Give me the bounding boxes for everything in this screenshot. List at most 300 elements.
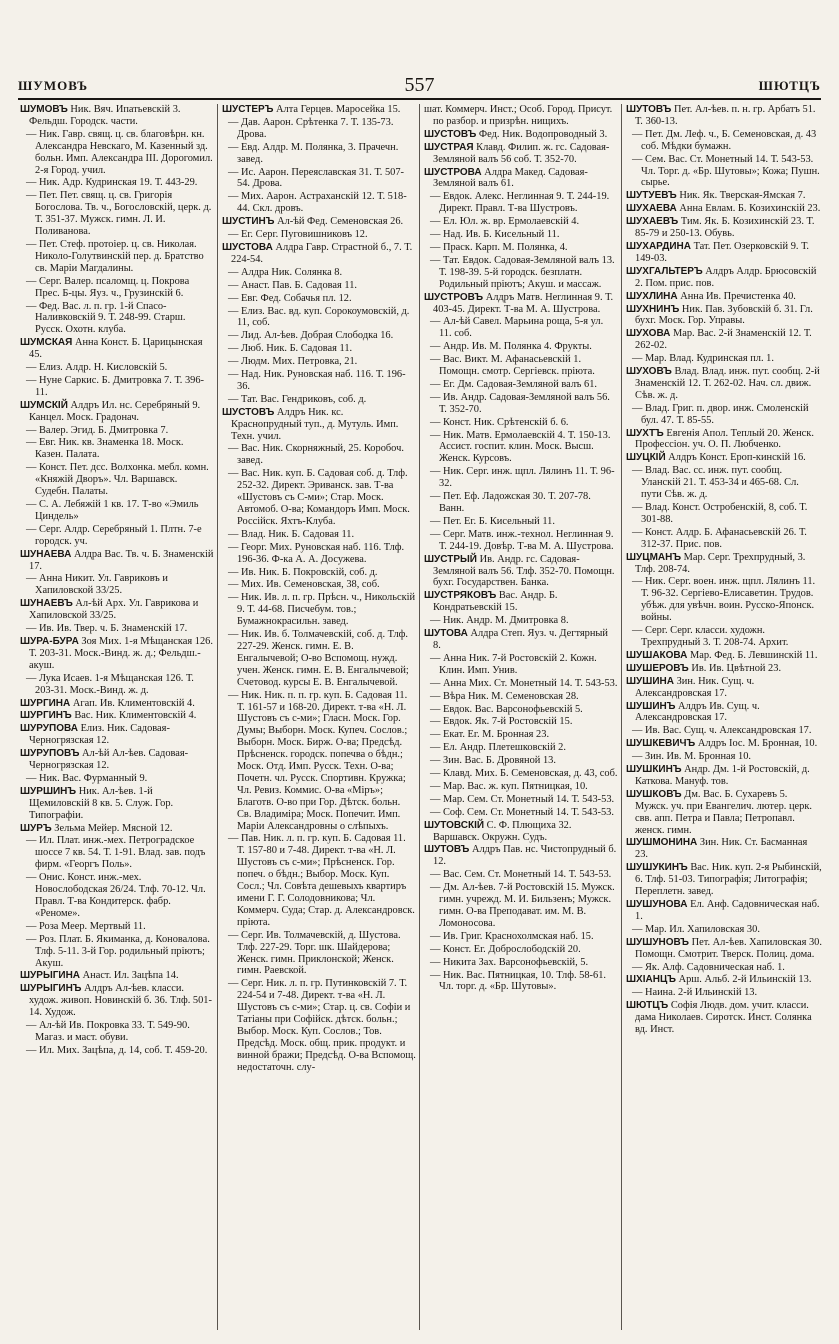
directory-entry-head <box>626 304 822 328</box>
directory-entry <box>626 751 822 763</box>
directory-entry <box>424 678 618 690</box>
directory-entry <box>20 362 214 374</box>
surname: ШУСТРОВЪ <box>424 291 484 303</box>
directory-entry <box>424 768 618 780</box>
surname: ШУЦМАНЪ <box>626 551 682 563</box>
directory-entry <box>20 129 214 177</box>
entry-text: Ник. Вяч. Ипатьевскій 3. Фельдш. Городск. части. <box>29 104 181 127</box>
surname: ШУНАЕВА <box>20 548 72 560</box>
surname: ШУРЫГИНЪ <box>20 983 82 995</box>
entry-text: — Конст. Алдр. Б. Афанасьевскій 26. Т. 312-37. Прис. пов. <box>632 526 807 550</box>
entry-text: — Ел. Юл. ж. вр. Ермолаевскій 4. <box>430 216 580 228</box>
directory-entry <box>20 239 214 275</box>
directory-entry <box>20 673 214 697</box>
directory-entry-head <box>20 710 214 722</box>
entry-text: — Мих. Ив. Семеновская, 38, соб. <box>228 579 380 591</box>
entry-text: Клавд. Филип. ж. гс. Садовая-Земляной валъ 56 соб. Т. 352-70. <box>433 141 610 165</box>
directory-entry <box>626 527 822 551</box>
entry-text: — Роза Меер. Мертвый 11. <box>26 920 146 932</box>
surname: ШУХНИНЪ <box>626 303 680 315</box>
entry-text: — Вас. Ник. куп. Б. Садовая соб. д. Тлф. 252-32. Директ. Эриванск. зав. Т-ва «Шустовъ съ С-ми»; Стар. Моск. Автомоб. О-ва; Командоръ Имп. Моск. Россійск. Яхтъ-Клуба. <box>228 468 410 527</box>
entry-text: — Роз. Плат. Б. Якиманка, д. Коноваловa. Тлф. 5-11. 3-й Гор. родильный пріютъ; Акуш. <box>26 933 210 969</box>
directory-entry <box>222 567 416 579</box>
entry-text: С. Ф. Плющиха 32. Варшавск. Окружн. Судъ. <box>433 819 572 843</box>
surname: ШУХОВЪ <box>626 366 672 378</box>
directory-entry-head <box>626 676 822 700</box>
entry-text: — Над. Ив. Б. Кисельный 11. <box>430 229 560 241</box>
directory-entry-head <box>626 650 822 662</box>
directory-entry-head <box>626 266 822 290</box>
directory-entry-head <box>424 292 618 316</box>
entry-text: Алдръ Пав. нс. Чистопрудный б. 12. <box>433 844 617 868</box>
entry-text: — Наина. 2-й Ильинскій 13. <box>632 987 758 999</box>
entry-text: — Ел. Андр. Плетешковскій 2. <box>430 742 566 754</box>
entry-text: Алдръ Ник. кс. Краснопрудный туп., д. Мутуль. Имп. Техн. учил. <box>231 406 399 442</box>
directory-entry <box>626 725 822 737</box>
directory-entry-head <box>626 862 822 898</box>
entry-text: — Вас. Сем. Ст. Монетный 14. Т. 543-53. <box>430 869 612 881</box>
entry-text: — Люб. Ник. Б. Садовая 11. <box>228 343 353 355</box>
entry-text: — Евг. Ник. кв. Знаменка 18. Моск. Казен. Палата. <box>26 437 184 461</box>
directory-entry <box>424 882 618 930</box>
directory-entry <box>20 190 214 238</box>
directory-entry <box>626 403 822 427</box>
surname: ШУШУКИНЪ <box>626 862 688 874</box>
directory-entry <box>424 869 618 881</box>
directory-entry <box>424 615 618 627</box>
directory-entry-head <box>626 552 822 576</box>
entry-text: — Ник. Серг. воен. инж. щпл. Лялинъ 11. Т. 96-32. Сергіево-Елисаветин. Трудов. убѣж. для увѣчн. воин. Русско-Японск. войны. <box>632 576 816 624</box>
entry-text: — Пет. Ег. Б. Кисельный 11. <box>430 515 555 527</box>
entry-text: — Мар. Влад. Кудринская пл. 1. <box>632 353 774 365</box>
directory-entry-head <box>20 983 214 1019</box>
column-divider <box>217 104 218 1330</box>
entry-text: — Пет. Стеф. протоіер. ц. св. Николая. Николо-Голутвинскій пер. д. Братство св. Маріи Магдалины. <box>26 238 204 274</box>
directory-entry <box>424 529 618 553</box>
entry-text: Алдра Макед. Садовая-Земляной валъ 61. <box>433 166 588 190</box>
entry-text: Алдра Вас. Тв. ч. Б. Знаменскій 17. <box>29 548 214 572</box>
directory-entry <box>20 872 214 920</box>
entry-text: Ив. Ив. Цвѣтной 23. <box>691 662 782 674</box>
entry-text: — С. А. Лебяжій 1 кв. 17. Т-во «Эмиль Циндель» <box>26 499 199 522</box>
directory-entry-head <box>424 167 618 191</box>
entry-text: шат. Коммерч. Инст.; Особ. Город. Присут. по разбор. и призрѣн. нищихъ. <box>424 104 613 127</box>
directory-entry-head <box>626 428 822 452</box>
entry-text: Алдръ Матв. Неглинная 9. Т. 403-45. Директ. Т-ва М. А. Шустрова. <box>433 291 614 315</box>
directory-entry <box>20 499 214 523</box>
surname: ШУТУЕВЪ <box>626 190 677 202</box>
entry-text: — Ив. Григ. Краснохолмская наб. 15. <box>430 930 594 942</box>
entry-text: — Ник. Гавр. свящ. ц. св. благовѣрн. кн. Александра Невскаго, М. Казенный зд. больн. Имп. Александра III. Дорогомил. 2-я Город. учил. <box>26 128 213 176</box>
directory-entry-head <box>20 598 214 622</box>
directory-entry <box>222 356 416 368</box>
directory-entry <box>626 962 822 974</box>
surname: ШУМСКІЙ <box>20 399 68 411</box>
entry-text: — Сем. Вас. Ст. Монетный 14. Т. 543-53. Чл. Торг. д. «Бр. Шутовы»; Кожа; Пушн. сырье. <box>632 153 820 189</box>
surname: ШУРЫГИНА <box>20 970 81 982</box>
directory-entry <box>222 394 416 406</box>
entry-text: — Анна Мих. Ст. Монетный 14. Т. 543-53. <box>430 677 618 689</box>
directory-entry <box>20 301 214 337</box>
directory-entry <box>424 970 618 994</box>
directory-entry <box>222 592 416 628</box>
surname: ШУРГИНЪ <box>20 710 72 722</box>
directory-entry <box>424 794 618 806</box>
directory-entry-head <box>424 820 618 844</box>
entry-text: — Вас. Викт. М. Афанасьевскій 1. Помощн. смотр. Сергіевск. пріюта. <box>430 354 595 378</box>
surname: ШУХТЪ <box>626 427 664 439</box>
entry-text: — Ил. Плат. инж.-мех. Петроградское шоссе 7 кв. 54. Т. 1-91. Влад. зав. подъ фирм. «Георгъ Поль». <box>26 835 206 871</box>
directory-entry <box>20 573 214 597</box>
directory-entry <box>424 417 618 429</box>
surname: ШУЦКІЙ <box>626 452 666 464</box>
entry-text: Ал-ѣй Ал-ѣев. Садовая-Черногрязская 12. <box>29 748 189 772</box>
surname: ШУСТРАЯ <box>424 141 474 153</box>
directory-entry-head <box>20 823 214 835</box>
surname: ШУСТРОВА <box>424 166 482 178</box>
directory-entry <box>20 1045 214 1057</box>
directory-entry <box>424 466 618 490</box>
entry-text: — Нуне Саркис. Б. Дмитровка 7. Т. 396-11. <box>26 374 204 398</box>
directory-entry-head <box>424 844 618 868</box>
entry-text: — Пет. Еф. Ладожская 30. Т. 207-78. Ванн. <box>430 491 591 514</box>
directory-entry-head <box>626 291 822 303</box>
directory-entry <box>222 293 416 305</box>
surname: ШУХАЕВА <box>626 203 677 215</box>
entry-text: — Ал-ѣй Ив. Покровка 33. Т. 549-90. Магаз. и маст. обуви. <box>26 1020 190 1043</box>
directory-entry-head <box>20 748 214 772</box>
directory-entry <box>20 437 214 461</box>
surname: ШУШИНЪ <box>626 700 676 712</box>
entry-text: — Фед. Вас. л. п. гр. 1-й Спасо-Наливковскій 9. Т. 248-99. Старш. Русск. Охотн. клуба. <box>26 300 186 336</box>
surname: ШУХГАЛЬТЕРЪ <box>626 265 703 277</box>
entry-text: Вас. Ник. Климентовскій 4. <box>74 710 197 722</box>
directory-entry-head <box>20 337 214 361</box>
header-left-catchword: ШУМОВЪ <box>18 78 89 93</box>
directory-entry <box>626 625 822 649</box>
surname: ШУШИНА <box>626 675 674 687</box>
surname: ШУСТЕРЪ <box>222 104 274 115</box>
entry-text: — Вас. Ник. Скорняжный, 25. Коробоч. завед. <box>228 443 404 467</box>
directory-entry-head <box>626 764 822 788</box>
directory-entry-head <box>626 837 822 861</box>
entry-text: — Екат. Ег. М. Бронная 23. <box>430 729 550 741</box>
surname: ШУШЕРОВЪ <box>626 662 689 674</box>
directory-entry <box>424 392 618 416</box>
entry-text: Зоя Мих. 1-я Мѣщанская 126. Т. 203-31. Моск.-Винд. ж. д.; Фельдш.-акуш. <box>29 635 213 671</box>
directory-entry-head <box>20 698 214 710</box>
directory-entry <box>626 129 822 153</box>
entry-text: — Мар. Вас. ж. куп. Пятницкая, 10. <box>430 780 588 792</box>
directory-entry <box>424 216 618 228</box>
entry-text: Ник. Ал-ѣев. 1-й Щемиловскій 8 кв. 5. Служ. Гор. Типографіи. <box>29 785 174 821</box>
directory-entry <box>424 716 618 728</box>
entry-text: Алдръ Ив. Сущ. ч. Александровская 17. <box>635 700 760 724</box>
directory-entry <box>20 462 214 498</box>
directory-entry-head <box>626 328 822 352</box>
entry-text: — Серг. Валер. псаломщ. ц. Покрова Прес. Б-цы. Яуз. ч., Грузинскій 6. <box>26 275 190 299</box>
directory-entry <box>222 369 416 393</box>
entry-text: Анаст. Ил. Зацѣпа 14. <box>82 970 179 982</box>
directory-entry-head <box>626 937 822 961</box>
entry-text: — Зин. Вас. Б. Дровяной 13. <box>430 755 556 767</box>
entry-text: Зин. Ник. Сущ. ч. Александровская 17. <box>635 675 755 699</box>
directory-entry <box>222 629 416 689</box>
surname: ШУШКОВЪ <box>626 788 682 800</box>
directory-entry-head <box>626 974 822 986</box>
directory-entry <box>424 379 618 391</box>
directory-entry <box>424 944 618 956</box>
directory-entry-head <box>626 663 822 675</box>
directory-entry <box>424 341 618 353</box>
entry-text: — Евдок. Вас. Варсонофьевскій 5. <box>430 703 583 715</box>
directory-entry <box>222 191 416 215</box>
surname: ШУТОВЪ <box>626 104 672 115</box>
surname: ШУСТРЫЙ <box>424 553 477 565</box>
surname: ШУСТРЯКОВЪ <box>424 590 497 602</box>
surname: ШУМСКАЯ <box>20 337 73 349</box>
directory-entry <box>424 430 618 466</box>
entry-text: Алдръ Конст. Ероп-кинскій 16. <box>668 452 806 464</box>
entry-text: Андр. Дм. 1-й Ростовскій, д. Каткова. Мануф. тов. <box>635 764 810 787</box>
entry-text: — Ник. Ив. б. Толмачевскій, соб. д. Тлф. 227-29. Женск. гимн. Е. В. Енгалычевой; О-во Вспомощ. нужд. учен. Женск. гимн. Е. В. Енгалычевой; Счетовод. курсы Е. В. Енгалычевой. <box>228 629 409 688</box>
directory-entry <box>424 104 618 128</box>
directory-entry <box>222 280 416 292</box>
surname: ШУТОВСКІЙ <box>424 819 485 831</box>
directory-entry <box>222 343 416 355</box>
entry-text: Софія Людв. дом. учит. класси. дама Николаев. Сиротск. Инст. Солянка вд. Инст. <box>635 1000 812 1036</box>
surname: ШУХАЕВЪ <box>626 216 679 228</box>
entry-text: Алдра Гавр. Страстной б., 7. Т. 224-54. <box>231 241 413 265</box>
directory-entry <box>222 117 416 141</box>
directory-entry-head <box>626 203 822 215</box>
surname: ШУСТОВЪ <box>222 406 275 418</box>
entry-text: Мар. Серг. Трехпрудный, 3. Тлф. 208-74. <box>635 551 806 575</box>
entry-text: — Евг. Фед. Собачья пл. 12. <box>228 292 352 304</box>
entry-text: Алдръ Ил. нс. Серебряный 9. Канцел. Моск. Градонач. <box>29 399 201 423</box>
directory-entry <box>424 354 618 378</box>
surname: ШУСТОВЪ <box>424 128 477 140</box>
entry-text: Алдръ Іос. М. Бронная, 10. <box>697 738 818 750</box>
entry-text: — Мих. Аарон. Астраханскій 12. Т. 518-44. Скл. дровъ. <box>228 191 407 215</box>
directory-entry <box>20 177 214 189</box>
directory-entry <box>424 691 618 703</box>
surname: ШУТОВЪ <box>424 844 470 856</box>
surname: ШУХЛИНА <box>626 290 678 302</box>
entry-text: — Евдок. Як. 7-й Ростовскій 15. <box>430 716 573 728</box>
surname: ШУШКИНЪ <box>626 764 682 776</box>
directory-entry <box>222 443 416 467</box>
entry-text: — Ник. Андр. М. Дмитровка 8. <box>430 615 569 627</box>
directory-entry <box>424 191 618 215</box>
directory-entry <box>20 524 214 548</box>
surname: ШУРУПОВА <box>20 723 78 735</box>
directory-entry <box>424 516 618 528</box>
directory-entry <box>424 255 618 291</box>
entry-text: — Вѣра Ник. М. Семеновская 28. <box>430 690 579 702</box>
directory-entry <box>222 142 416 166</box>
entry-text: — Мар. Ил. Хапиловская 30. <box>632 923 760 935</box>
directory-entry <box>424 931 618 943</box>
header-rule <box>18 98 821 100</box>
column-divider <box>419 104 420 1330</box>
entry-text: Агап. Ив. Климентовскій 4. <box>72 697 195 709</box>
entry-text: Ник. Пав. Зубовскій б. 31. Гл. бухг. Моск. Гор. Управы. <box>635 303 813 327</box>
entry-text: Тим. Як. Б. Козихинскій 23. Т. 85-79 и 250-13. Обувь. <box>635 216 815 240</box>
directory-entry <box>20 276 214 300</box>
directory-entry <box>222 306 416 330</box>
directory-entry <box>424 807 618 819</box>
directory-entry-head <box>222 104 416 116</box>
entry-text: — Ег. Дм. Садовая-Земляной валъ 61. <box>430 378 598 390</box>
entry-text: — Елиз. Вас. вд. куп. Сорокоумовскій, д. 11, соб. <box>228 305 410 329</box>
entry-text: — Ник. Вас. Фурманный 9. <box>26 772 148 784</box>
page-header <box>18 74 821 98</box>
entry-text: Тат. Пет. Озерковскій 9. Т. 149-03. <box>635 240 810 264</box>
directory-entry-head <box>20 786 214 822</box>
directory-entry <box>222 833 416 928</box>
entry-text: — Пав. Ник. л. п. гр. куп. Б. Садовая 11. Т. 157-80 и 7-48. Директ. т-ва «Н. Л. Шустовъ съ с-ми»; Прѣсненск. Гор. попеч. о бѣдн.; Выбор. Моск. Куп. Сосл.; Чл. Совѣта дешевыхъ квартиръ имени Г. Г. Солодовникова; Чл. Коммерч. Суда; Стар. д. Александровск. пріюта. <box>228 833 415 928</box>
directory-entry-head <box>626 241 822 265</box>
directory-entry-head <box>222 216 416 228</box>
entry-text: — Ник. Вас. Пятницкая, 10. Тлф. 58-61. Чл. торг. д. «Бр. Шутовы». <box>430 969 606 993</box>
entry-text: Ник. Як. Тверская-Ямская 7. <box>679 190 806 202</box>
entry-text: — Анна Ник. 7-й Ростовскій 2. Кожн. Клин. Имп. Унив. <box>430 652 597 676</box>
directory-entry <box>20 934 214 970</box>
directory-entry <box>20 835 214 871</box>
directory-entry <box>222 468 416 528</box>
surname: ШЮТЦЪ <box>626 1000 669 1012</box>
entry-text: — Ил. Мих. Зацѣпа, д. 14, соб. Т. 459-20. <box>26 1044 208 1056</box>
directory-entry-head <box>222 242 416 266</box>
entry-text: Евгенія Апол. Теплый 20. Женск. Профессіон. уч. О. П. Любченко. <box>635 427 814 451</box>
directory-entry <box>424 755 618 767</box>
directory-entry-head <box>626 1000 822 1036</box>
directory-entry <box>424 957 618 969</box>
directory-entry-head <box>626 899 822 923</box>
surname: ШУРА-БУРА <box>20 635 79 647</box>
entry-text: Ел. Анф. Садовническая наб. 1. <box>635 899 820 922</box>
column-3 <box>424 104 618 1330</box>
directory-entry-head <box>20 636 214 672</box>
directory-entry-head <box>626 789 822 837</box>
surname: ШУСТОВА <box>222 241 273 253</box>
entry-text: — Дм. Ал-ѣев. 7-й Ростовскій 15. Мужск. гимн. учрежд. М. И. Бильзенъ; Мужск. гимн. О-ва Преподават. им. М. В. Ломоносова. <box>430 882 615 929</box>
entry-text: Влад. Влад. инж. пут. сообщ. 2-й Знаменскій 12. Т. 262-02. Нач. сл. движ. Сѣв. ж. д. <box>635 366 820 401</box>
entry-text: — Елиз. Алдр. Н. Кисловскій 5. <box>26 362 168 374</box>
entry-text: Алдра Степ. Яуз. ч. Дегтярный 8. <box>433 628 608 651</box>
entry-text: — Людм. Мих. Петровка, 21. <box>228 356 358 368</box>
column-1 <box>20 104 214 1330</box>
entry-text: — Ал-ѣй Савел. Марьина роща, 5-я ул. 11. соб. <box>430 316 604 340</box>
directory-entry <box>424 316 618 340</box>
directory-entry-head <box>626 366 822 402</box>
entry-text: — Евдок. Алекс. Неглинная 9. Т. 244-19. Директ. Правл. Т-ва Шустровъ. <box>430 191 610 215</box>
surname: ШУРГИНА <box>20 697 71 709</box>
entry-text: — Лид. Ал-ѣев. Добрая Слободка 16. <box>228 330 394 342</box>
entry-text: — Ник. Серг. инж. щпл. Лялинъ 11. Т. 96-32. <box>430 466 615 490</box>
entry-text: — Ник. Адр. Кудринская 19. Т. 443-29. <box>26 177 198 189</box>
directory-entry <box>20 1020 214 1044</box>
entry-text: — Тат. Вас. Гендриковъ, соб. д. <box>228 393 367 405</box>
entry-text: — Дав. Аарон. Срѣтенка 7. Т. 135-73. Дрова. <box>228 116 394 140</box>
entry-text: — Ег. Серг. Пуговишниковъ 12. <box>228 229 368 241</box>
surname: ШУТОВА <box>424 628 468 640</box>
directory-entry-head <box>626 190 822 202</box>
entry-text: Ал-ѣй Фед. Семеновская 26. <box>277 216 404 228</box>
entry-text: — Конст. Ник. Срѣтенскій б. 6. <box>430 416 569 428</box>
surname: ШУРЪ <box>20 822 52 834</box>
entry-text: — Ник. Ник. п. п. гр. куп. Б. Садовая 11. Т. 161-57 и 168-20. Директ. т-ва «Н. Л. Шустовъ съ с-ми»; Гласн. Моск. Гор. Думы; Выборн. Моск. Купеч. Сослов.; Выборн. Моск. Бирж. О-ва; Предсѣд. Прѣсненск. городск. попечва о бѣдн.; Моск. Отд. Имп. Русск. Техн. О-ва; Почетн. чл. Русск. Спортивн. Кружка; Чл. Ревиз. Коммис. О-ва «Міръ»; Благотв. О-во при Гор. Дѣтск. больн. Св. Владиміра; Моск. Попечит. Имп. Маріи Александровны о слѣпыхъ. <box>228 689 408 832</box>
entry-text: — Лука Исаев. 1-я Мѣщанская 126. Т. 203-31. Моск.-Винд. ж. д. <box>26 672 194 696</box>
entry-text: — Серг. Серг. класси. художн. Трехпрудный 3. Т. 208-74. Архит. <box>632 625 789 648</box>
entry-text: — Як. Алф. Садовническая наб. 1. <box>632 961 785 973</box>
directory-entry <box>626 576 822 624</box>
page-number: 557 <box>404 74 435 96</box>
entry-text: Алдръ Алдр. Брюсовскій 2. Пом. прис. пов. <box>635 265 817 289</box>
surname: ШУШКЕВИЧЪ <box>626 738 696 750</box>
directory-entry-head <box>626 738 822 750</box>
entry-text: — Алдра Ник. Солянка 8. <box>228 266 343 278</box>
directory-entry-head <box>626 452 822 464</box>
directory-entry-head <box>626 216 822 240</box>
entry-text: Ив. Андр. гс. Садовая-Земляной валъ 56. Тлф. 352-70. Помощн. бухг. Государствен. Банка. <box>433 553 615 589</box>
directory-entry <box>20 773 214 785</box>
directory-entry <box>626 502 822 526</box>
directory-entry <box>222 579 416 591</box>
directory-entry <box>626 154 822 190</box>
directory-entry <box>424 229 618 241</box>
entry-text: — Серг. Ив. Толмачевскій, д. Шустова. Тлф. 227-29. Торг. шк. Шайдерова; Женск. гимн. Приклонской; Женск. гимн. Раевской. <box>228 929 401 977</box>
entry-text: — Мар. Сем. Ст. Монетный 14. Т. 543-53. <box>430 793 615 805</box>
directory-entry <box>20 921 214 933</box>
directory-entry-head <box>424 554 618 590</box>
entry-text: — Андр. Ив. М. Полянка 4. Фрукты. <box>430 341 592 353</box>
surname: ШУРУПОВЪ <box>20 748 80 760</box>
entry-text: Пет. Ал-ѣев. п. н. гр. Арбатъ 51. Т. 360-13. <box>635 104 816 127</box>
entry-text: — Соф. Сем. Ст. Монетный 14. Т. 543-53. <box>430 806 614 818</box>
column-divider <box>621 104 622 1330</box>
directory-entry <box>424 242 618 254</box>
directory-entry <box>222 930 416 978</box>
entry-text: Зин. Ник. Ст. Басманная 23. <box>635 837 808 861</box>
entry-text: — Конст. Ег. Доброслободскій 20. <box>430 943 581 955</box>
entry-text: — Серг. Матв. инж.-технол. Неглинная 9. Т. 244-19. Довѣр. Т-ва М. А. Шустрова. <box>430 528 614 552</box>
entry-text: Мар. Вас. 2-й Знаменскій 12. Т. 262-02. <box>635 328 812 352</box>
directory-entry <box>222 167 416 191</box>
entry-text: — Валер. Эгид. Б. Дмитровка 7. <box>26 424 169 436</box>
directory-entry <box>222 229 416 241</box>
column-4 <box>626 104 822 1330</box>
directory-entry-head <box>424 142 618 166</box>
directory-entry-head <box>20 549 214 573</box>
entry-text: — Евд. Алдр. М. Полянка, 3. Прачечн. завед. <box>228 141 399 165</box>
entry-text: — Серг. Ник. л. п. гр. Путинковскій 7. Т. 224-54 и 7-48. Директ. т-ва «Н. Л. Шустовъ съ с-ми»; Стар. ц. св. Софіи и Татіаны при Софійск. дѣтск. больн.; Выбор. Моск. Куп. Сослов.; Тов. Предсѣд. Моск. общ. прик. продукт. и винной бражи; Предсѣд. О-ва Вспомощ. недостаточн. слу- <box>228 978 416 1073</box>
entry-text: — Конст. Пет. дсс. Волхонка. мебл. комн. «Княжій Дворъ». Чл. Варшавск. Судебн. Палаты. <box>26 462 209 498</box>
directory-entry <box>222 330 416 342</box>
entry-text: Елиз. Ник. Садовая-Черногрязская 12. <box>29 723 170 747</box>
entry-text: Фед. Ник. Водопроводный 3. <box>478 128 608 140</box>
entry-text: — Клавд. Мих. Б. Семеновская, д. 43, соб. <box>430 768 618 780</box>
directory-entry <box>222 690 416 833</box>
column-2 <box>222 104 416 1330</box>
entry-text: — Тат. Евдок. Садовая-Земляной валъ 13. Т. 198-39. 5-й городск. безплатн. Родильный пріютъ; Акуш. и массаж. <box>430 254 615 290</box>
entry-text: — Ник. Матв. Ермолаевскій 4. Т. 150-13. Ассист. госпит. клин. Моск. Высш. Женск. Курсовъ. <box>430 429 611 465</box>
directory-entry <box>222 542 416 566</box>
surname: ШУРШИНЪ <box>20 785 77 797</box>
surname: ШУШУНОВА <box>626 899 688 910</box>
directory-entry-head <box>222 407 416 443</box>
